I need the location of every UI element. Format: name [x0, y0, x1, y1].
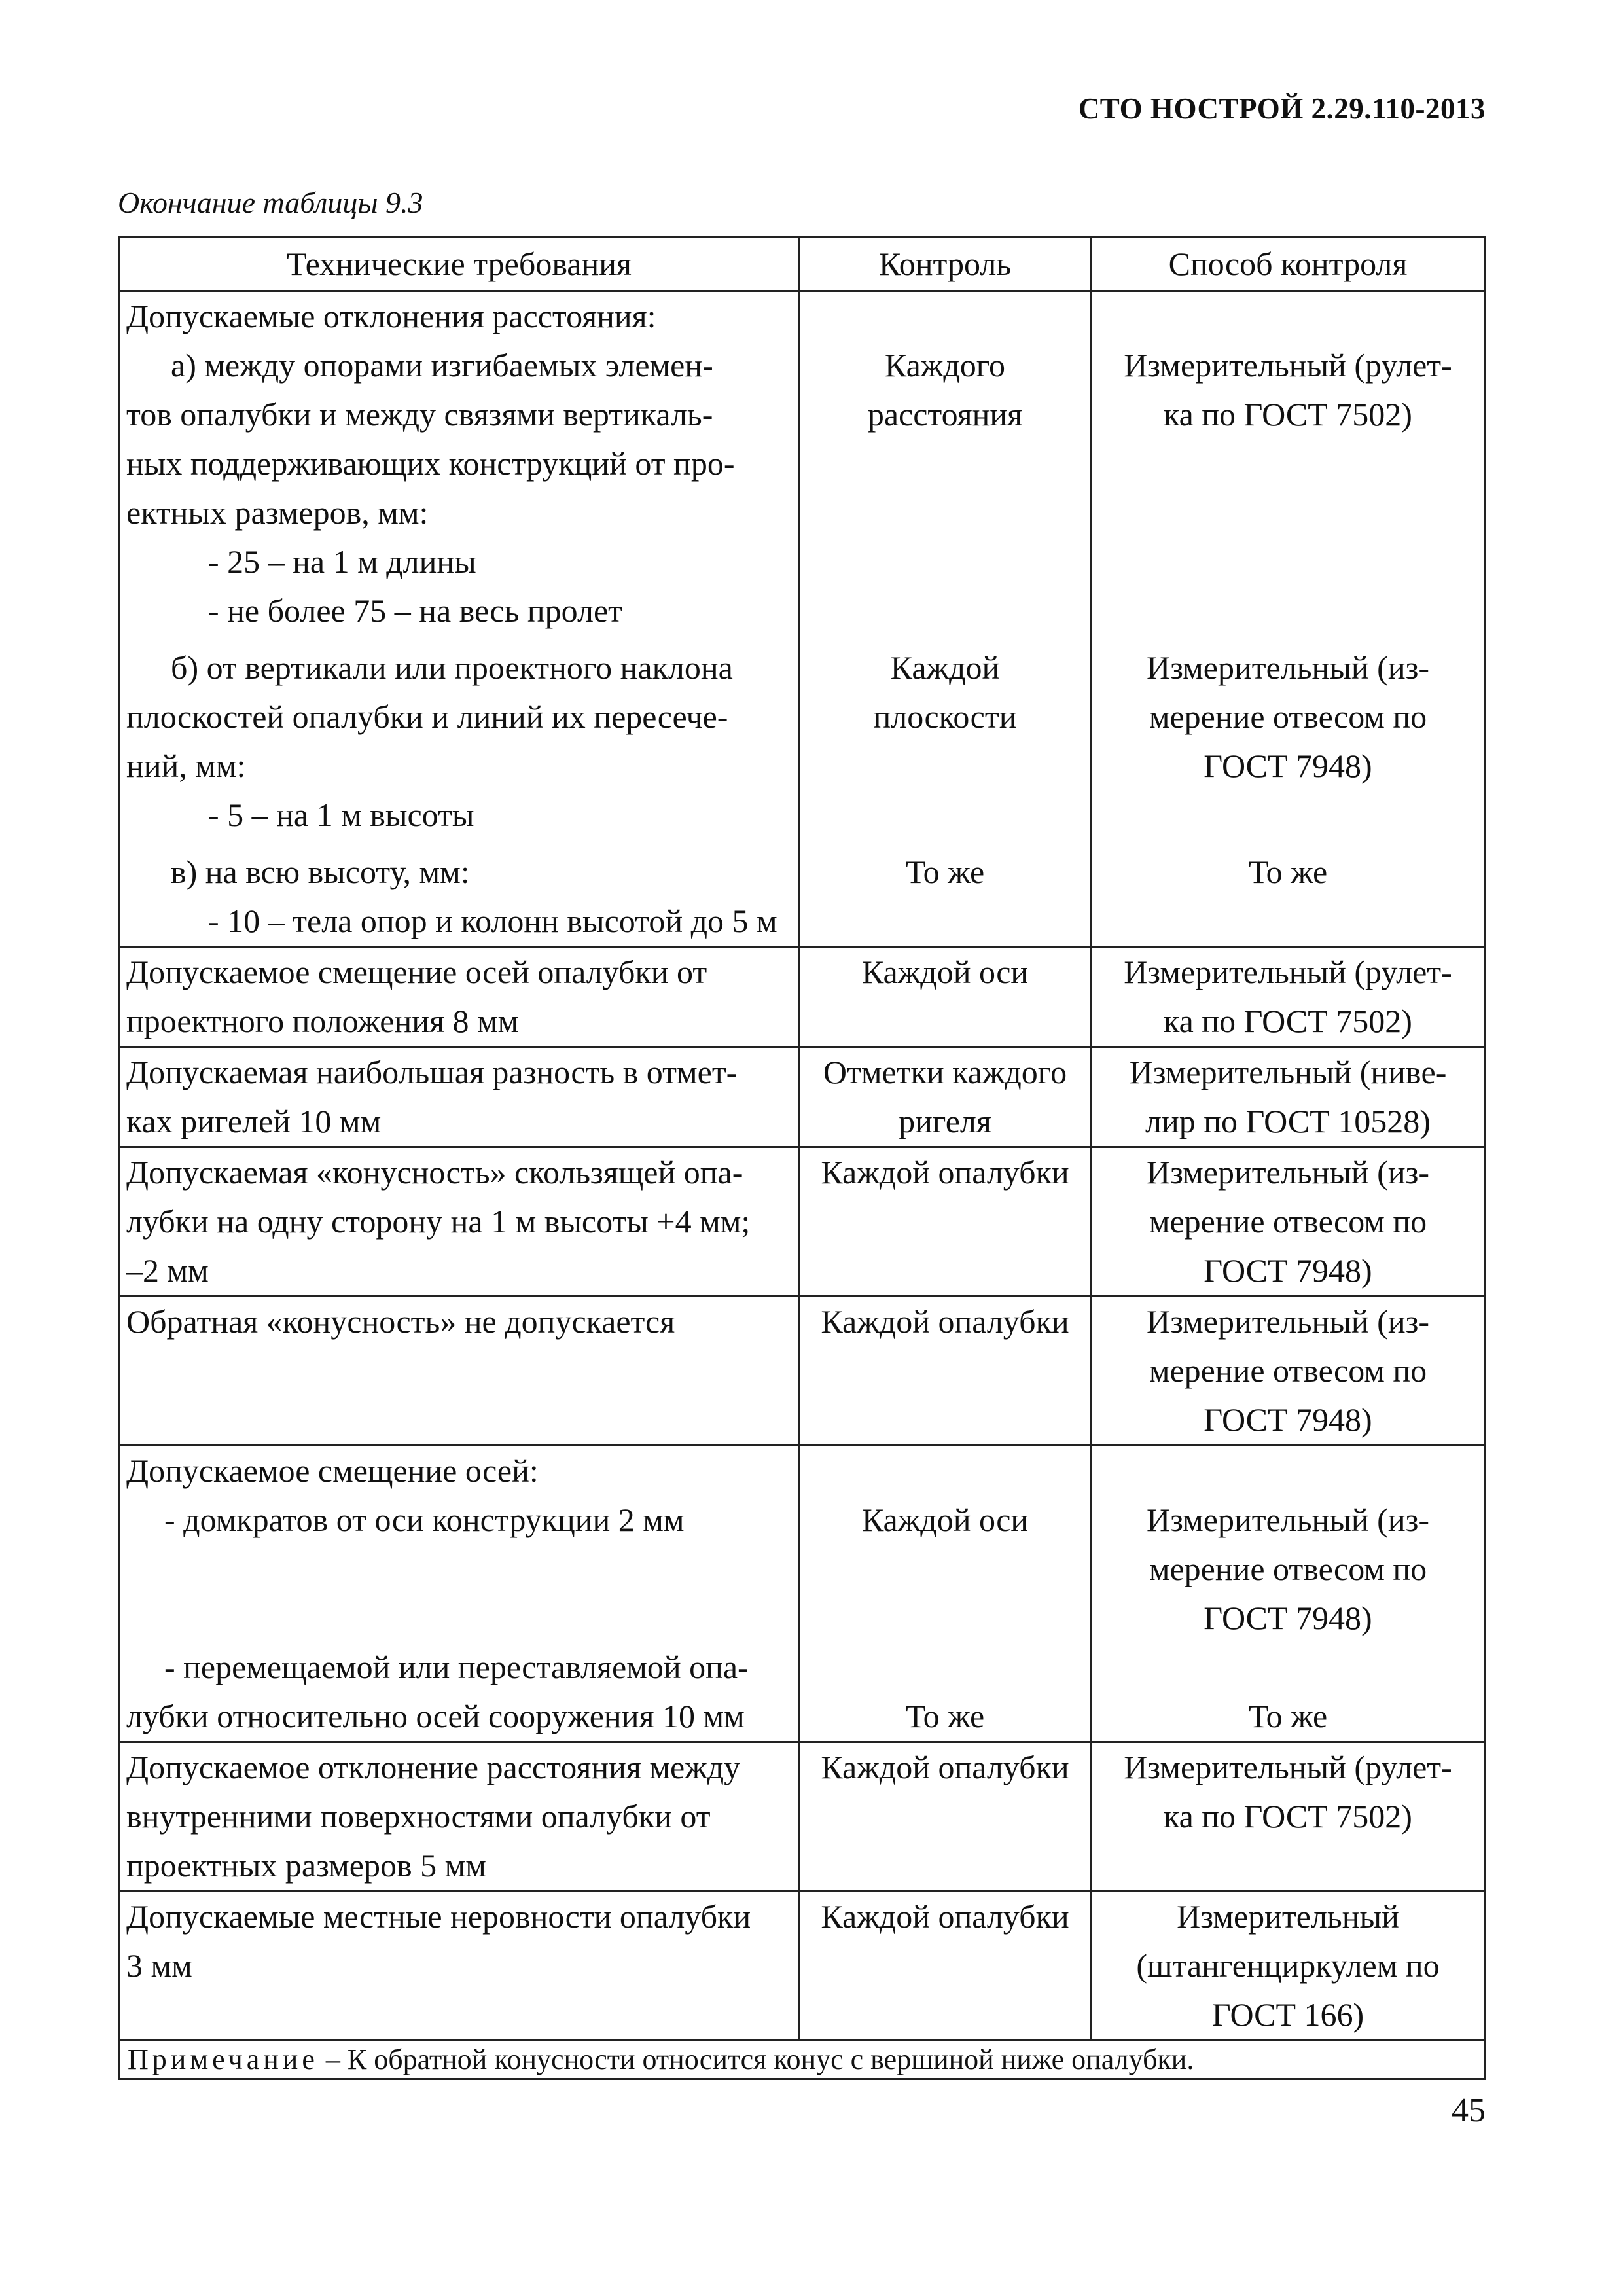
table-row — [119, 1297, 1486, 1446]
requirement-text: проектных размеров 5 мм — [126, 1847, 486, 1884]
page-number: 45 — [1452, 2092, 1486, 2129]
requirement-text: - перемещаемой или переставляемой опа- — [164, 1649, 749, 1685]
control-cell — [800, 1047, 1091, 1147]
note-label: Примечание — [128, 2043, 319, 2075]
method-cell — [1091, 291, 1486, 947]
requirement-text: - не более 75 – на весь пролет — [208, 592, 623, 629]
requirement-cell — [119, 1742, 800, 1892]
table-row — [119, 1446, 1486, 1742]
requirement-text: Допускаемые отклонения расстояния: — [126, 298, 656, 334]
requirement-text: ках ригелей 10 мм — [126, 1103, 382, 1139]
table-caption: Окончание таблицы 9.3 — [118, 186, 423, 219]
requirement-cell — [119, 1047, 800, 1147]
method-text: То же — [1248, 853, 1328, 890]
method-cell — [1091, 1446, 1486, 1742]
table-header-row — [119, 237, 1486, 291]
method-text: Измерительный (нивe- — [1129, 1054, 1447, 1090]
requirement-cell — [119, 1147, 800, 1297]
requirement-text: - 25 – на 1 м длины — [208, 543, 476, 580]
requirement-cell — [119, 1446, 800, 1742]
requirement-text: внутренними поверхностями опалубки от — [126, 1798, 711, 1835]
method-cell — [1091, 1742, 1486, 1892]
method-text: (штангенциркулем по — [1136, 1947, 1440, 1984]
requirement-text: ний, мм: — [126, 747, 246, 784]
control-text: плоскости — [873, 698, 1017, 735]
table-row — [119, 947, 1486, 1047]
requirement-text: –2 мм — [126, 1252, 209, 1289]
control-cell — [800, 1147, 1091, 1297]
requirement-cell — [119, 1297, 800, 1446]
control-cell — [800, 1297, 1091, 1446]
method-text: лир по ГОСТ 10528) — [1145, 1103, 1431, 1139]
method-text: ГОСТ 7948) — [1204, 1252, 1372, 1289]
method-text: Измерительный (рулет- — [1124, 1749, 1452, 1785]
requirement-text: Допускаемое отклонение расстояния между — [126, 1749, 741, 1785]
requirement-text: 3 мм — [126, 1947, 192, 1984]
method-text: ГОСТ 7948) — [1204, 1401, 1372, 1438]
column-header-method: Способ контроля — [1091, 237, 1486, 291]
note-text: – К обратной конусности относится конус с вершиной ниже опалубки. — [318, 2043, 1194, 2075]
table-row — [119, 291, 1486, 947]
requirement-text: лубки относительно осей сооружения 10 мм — [126, 1698, 745, 1734]
requirement-cell — [119, 1892, 800, 2041]
requirement-text: Допускаемое смещение осей: — [126, 1452, 539, 1489]
table-note-row — [119, 2041, 1486, 2079]
requirement-text: Допускаемая наибольшая разность в отмет- — [126, 1054, 738, 1090]
requirement-text: тов опалубки и между связями вертикаль- — [126, 396, 713, 433]
method-text: ка по ГОСТ 7502) — [1164, 396, 1412, 433]
control-text: Каждой опалубки — [821, 1749, 1069, 1785]
table-note — [119, 2041, 1486, 2079]
control-text: Каждой опалубки — [821, 1898, 1069, 1935]
method-text: мерение отвесом по — [1149, 1203, 1427, 1240]
method-text: Измерительный — [1177, 1898, 1399, 1935]
method-cell — [1091, 1297, 1486, 1446]
control-cell — [800, 947, 1091, 1047]
method-text: ГОСТ 166) — [1211, 1996, 1364, 2033]
requirement-text: проектного положения 8 мм — [126, 1003, 519, 1039]
method-text: мерение отвесом по — [1149, 1352, 1427, 1389]
requirement-text: б) от вертикали или проектного наклона — [171, 649, 733, 686]
requirement-text: Допускаемые местные неровности опалубки — [126, 1898, 751, 1935]
table-row — [119, 1047, 1486, 1147]
column-header-requirements: Технические требования — [119, 237, 800, 291]
method-text: Измерительный (из- — [1147, 1303, 1429, 1340]
control-text: расстояния — [867, 396, 1023, 433]
method-cell — [1091, 1892, 1486, 2041]
requirement-text: - 5 – на 1 м высоты — [208, 797, 474, 833]
requirement-text: Допускаемое смещение осей опалубки от — [126, 954, 707, 990]
table-row — [119, 1742, 1486, 1892]
table-row — [119, 1892, 1486, 2041]
requirement-text: Обратная «конусность» не допускается — [126, 1303, 675, 1340]
method-text: ка по ГОСТ 7502) — [1164, 1003, 1412, 1039]
method-cell — [1091, 947, 1486, 1047]
requirement-text: а) между опорами изгибаемых элемен- — [171, 347, 713, 384]
table-row — [119, 1147, 1486, 1297]
method-text: То же — [1248, 1698, 1328, 1734]
control-text: Отметки каждого — [823, 1054, 1067, 1090]
control-text: То же — [905, 1698, 985, 1734]
control-cell — [800, 1742, 1091, 1892]
requirement-text: в) на всю высоту, мм: — [171, 853, 470, 890]
requirement-text: лубки на одну сторону на 1 м высоты +4 мм; — [126, 1203, 751, 1240]
method-text: Измерительный (рулет- — [1124, 954, 1452, 990]
method-text: мерение отвесом по — [1149, 698, 1427, 735]
method-text: ка по ГОСТ 7502) — [1164, 1798, 1412, 1835]
requirement-text: плоскостей опалубки и линий их пересече- — [126, 698, 728, 735]
control-cell — [800, 1446, 1091, 1742]
requirement-cell — [119, 291, 800, 947]
control-text: ригеля — [899, 1103, 991, 1139]
method-text: Измерительный (из- — [1147, 1501, 1429, 1538]
column-header-control: Контроль — [800, 237, 1091, 291]
control-text: Каждого — [884, 347, 1006, 384]
requirement-text: ных поддерживающих конструкций от про- — [126, 445, 735, 482]
requirement-cell — [119, 947, 800, 1047]
control-text: Каждой опалубки — [821, 1154, 1069, 1191]
method-cell — [1091, 1147, 1486, 1297]
method-text: ГОСТ 7948) — [1204, 747, 1372, 784]
control-text: Каждой оси — [861, 954, 1029, 990]
requirement-text: ектных размеров, мм: — [126, 494, 429, 531]
control-cell — [800, 291, 1091, 947]
method-text: Измерительный (из- — [1147, 1154, 1429, 1191]
method-cell — [1091, 1047, 1486, 1147]
method-text: Измерительный (рулет- — [1124, 347, 1452, 384]
control-text: Каждой оси — [861, 1501, 1029, 1538]
requirement-text: - 10 – тела опор и колонн высотой до 5 м — [208, 903, 777, 939]
requirement-text: - домкратов от оси конструкции 2 мм — [164, 1501, 685, 1538]
control-text: То же — [905, 853, 985, 890]
method-text: мерение отвесом по — [1149, 1551, 1427, 1587]
method-text: ГОСТ 7948) — [1204, 1600, 1372, 1636]
control-text: Каждой — [890, 649, 1000, 686]
requirements-table — [118, 236, 1486, 2080]
requirement-text: Допускаемая «конусность» скользящей опа- — [126, 1154, 743, 1191]
document-code-header: СТО НОСТРОЙ 2.29.110-2013 — [1078, 92, 1486, 125]
method-text: Измерительный (из- — [1147, 649, 1429, 686]
control-text: Каждой опалубки — [821, 1303, 1069, 1340]
control-cell — [800, 1892, 1091, 2041]
